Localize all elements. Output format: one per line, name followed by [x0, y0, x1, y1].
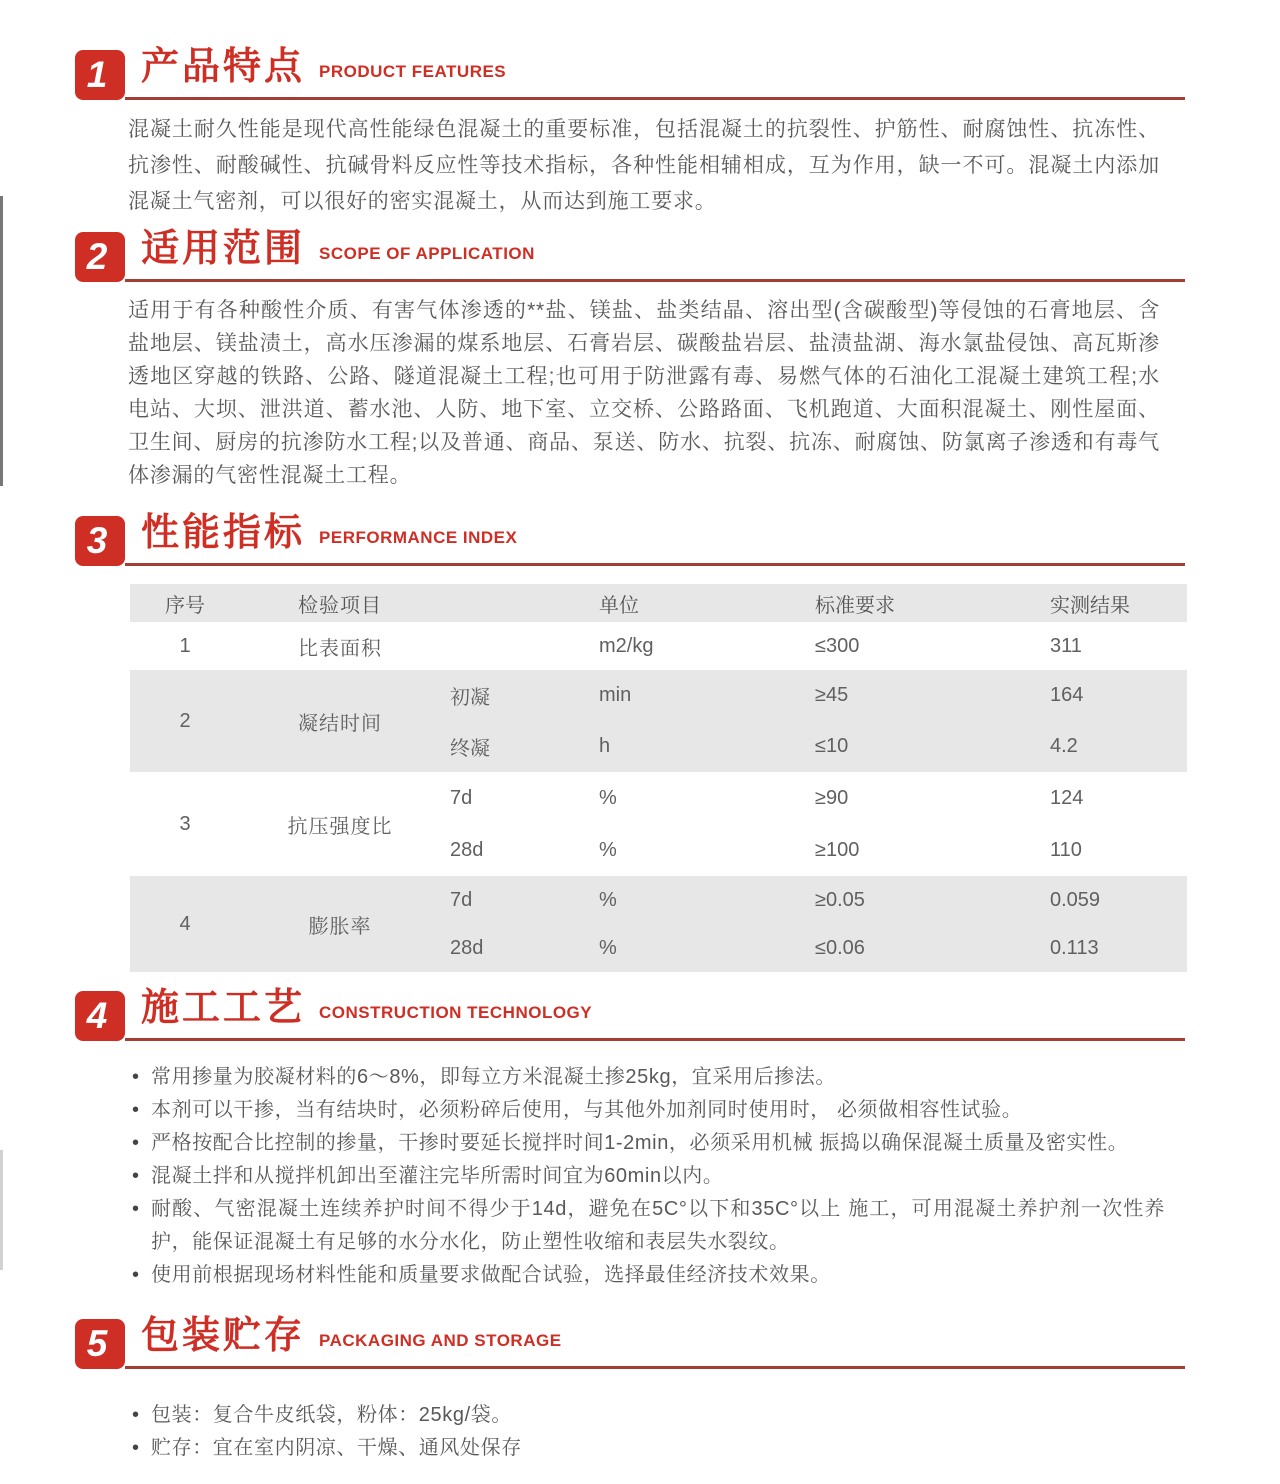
cell-sub: 初凝: [450, 687, 490, 709]
bullet-item: • 混凝土拌和从搅拌机卸出至灌注完毕所需时间宜为60min以内。: [128, 1160, 1165, 1193]
section-1-header: [75, 48, 1185, 100]
cell-no: 3: [179, 812, 191, 835]
section-2-titles: [125, 230, 1185, 282]
cell-standard: ≤0.06: [815, 936, 865, 959]
cell-standard: ≥45: [815, 684, 849, 706]
cell-sub: 7d: [450, 888, 473, 911]
cell-standard: ≤10: [815, 735, 849, 757]
performance-index-table: [130, 584, 1187, 972]
cell-result: 4.2: [1050, 735, 1078, 757]
table-subrow: [440, 876, 1187, 924]
section-2-paragraph: 适用于有各种酸性介质、有害气体渗透的**盐、镁盐、盐类结晶、溶出型(含碳酸型)等侵蚀的石膏地层、含盐地层、镁盐渍土，高水压渗漏的煤系地层、石膏岩层、碳酸盐岩层、盐渍盐湖、海水氯盐侵蚀、高瓦斯渗透地区穿越的铁路、公路、隧道混凝土工程;也可用于防泄露有毒、易燃气体的石油化工混凝土建筑工程;水电站、大坝、泄洪道、蓄水池、人防、地下室、立交桥、公路路面、飞机跑道、大面积混凝土、刚性屋面、卫生间、厨房的抗渗防水工程;以及普通、商品、泵送、防水、抗裂、抗冻、耐腐蚀、防氯离子渗透和有毒气体渗漏的气密性混凝土工程。: [128, 299, 1160, 487]
section-product-features: [75, 48, 1185, 220]
cell-unit: %: [599, 936, 617, 959]
section-2-title-zh: 适用范围: [141, 228, 306, 270]
table-row: [130, 622, 1187, 670]
bullet-item: • 耐酸、气密混凝土连续养护时间不得少于14d，避免在5C°以下和35C°以上 施工，可用混凝土养护剂一次性养护，能保证混凝土有足够的水分水化，防止塑性收缩和表层失水裂纹。: [128, 1193, 1165, 1259]
section-1-title-en: PRODUCT FEATURES: [319, 62, 507, 81]
cell-standard: ≥100: [815, 838, 860, 861]
bullet-item: • 使用前根据现场材料性能和质量要求做配合试验，选择最佳经济技术效果。: [128, 1259, 1165, 1292]
cell-standard: ≥90: [815, 786, 849, 809]
section-packaging-storage: [75, 1317, 1185, 1465]
cell-no: 4: [179, 912, 191, 935]
col-header-result: 实测结果: [1050, 594, 1130, 617]
bullet-item: • 严格按配合比控制的掺量，干掺时要延长搅拌时间1-2min，必须采用机械 振捣以确保混凝土质量及密实性。: [128, 1127, 1165, 1160]
cell-sub: 7d: [450, 786, 473, 809]
section-3-title-en: PERFORMANCE INDEX: [319, 528, 518, 547]
section-1-paragraph: 混凝土耐久性能是现代高性能绿色混凝土的重要标准，包括混凝土的抗裂性、护筋性、耐腐蚀性、抗冻性、抗渗性、耐酸碱性、抗碱骨料反应性等技术指标，各种性能相辅相成，互为作用，缺一不可。混凝土内添加混凝土气密剂，可以很好的密实混凝土，从而达到施工要求。: [128, 118, 1160, 213]
section-5-title-zh: 包装贮存: [141, 1315, 306, 1357]
cell-result: 0.113: [1050, 936, 1099, 959]
table-row: [130, 876, 1187, 972]
cell-unit: m2/kg: [599, 634, 654, 657]
section-2-header: [75, 230, 1185, 282]
table-subrow: [440, 772, 1187, 824]
section-4-title-en: CONSTRUCTION TECHNOLOGY: [319, 1003, 593, 1022]
cell-result: 164: [1050, 684, 1084, 706]
section-4-title-zh: 施工工艺: [141, 987, 306, 1029]
table-subrow: [440, 721, 1187, 772]
col-header-standard: 标准要求: [815, 594, 895, 617]
section-3-number-badge: 3: [75, 516, 125, 566]
section-1-number-badge: 1: [75, 50, 125, 100]
table-subrow: [440, 924, 1187, 972]
section-scope-of-application: [75, 230, 1185, 492]
bullet-item: • 本剂可以干掺，当有结块时，必须粉碎后使用，与其他外加剂同时使用时， 必须做相容性试验。: [128, 1094, 1165, 1127]
section-2-title-en: SCOPE OF APPLICATION: [319, 244, 535, 263]
cell-item: 比表面积: [298, 637, 382, 660]
table-row: [130, 670, 1187, 772]
scan-edge-artifact: [0, 1150, 3, 1270]
section-5-header: [75, 1317, 1185, 1369]
section-3-titles: [125, 514, 1185, 566]
cell-sub: 终凝: [450, 738, 490, 760]
section-1-title-zh: 产品特点: [141, 46, 306, 88]
section-5-titles: [125, 1317, 1185, 1369]
section-4-titles: [125, 989, 1185, 1041]
cell-sub: 28d: [450, 838, 484, 861]
section-3-header: [75, 514, 1185, 566]
cell-result: 110: [1050, 838, 1082, 861]
col-header-no: 序号: [165, 594, 205, 617]
cell-unit: %: [599, 888, 617, 911]
cell-item: 膨胀率: [308, 915, 372, 938]
cell-item: 抗压强度比: [287, 815, 393, 838]
cell-result: 311: [1050, 634, 1082, 657]
cell-no: 1: [179, 634, 191, 657]
bullet-item: • 常用掺量为胶凝材料的6～8%，即每立方米混凝土掺25kg，宜采用后掺法。: [128, 1061, 1165, 1094]
section-5-number-badge: 5: [75, 1319, 125, 1369]
cell-unit: h: [599, 735, 611, 757]
section-5-title-en: PACKAGING AND STORAGE: [319, 1331, 562, 1350]
cell-result: 0.059: [1050, 888, 1101, 911]
section-3-title-zh: 性能指标: [141, 512, 306, 554]
construction-bullet-list: [128, 1061, 1165, 1292]
scan-edge-artifact: [0, 196, 3, 486]
section-1-titles: [125, 48, 1185, 100]
table-subrow: [440, 824, 1187, 876]
table-subrow: [440, 670, 1187, 721]
col-header-item: 检验项目: [298, 594, 382, 617]
cell-unit: min: [599, 684, 632, 706]
section-4-header: [75, 989, 1185, 1041]
bullet-item: • 贮存：宜在室内阴凉、干燥、通风处保存: [128, 1432, 1165, 1465]
cell-sub: 28d: [450, 936, 484, 959]
section-4-number-badge: 4: [75, 991, 125, 1041]
section-2-number-badge: 2: [75, 232, 125, 282]
bullet-item: • 包装：复合牛皮纸袋，粉体：25kg/袋。: [128, 1399, 1165, 1432]
table-row: [130, 772, 1187, 876]
cell-standard: ≤300: [815, 634, 860, 657]
cell-unit: %: [599, 838, 617, 861]
cell-standard: ≥0.05: [815, 888, 865, 911]
cell-unit: %: [599, 786, 617, 809]
section-construction-technology: [75, 989, 1185, 1292]
cell-no: 2: [179, 709, 191, 732]
cell-item: 凝结时间: [298, 712, 382, 735]
col-header-unit: 单位: [599, 594, 639, 617]
cell-result: 124: [1050, 786, 1084, 809]
packaging-bullet-list: [128, 1399, 1165, 1465]
table-header-row: [130, 584, 1187, 622]
table-subrow: [440, 622, 1187, 670]
section-performance-index: [75, 514, 1185, 972]
